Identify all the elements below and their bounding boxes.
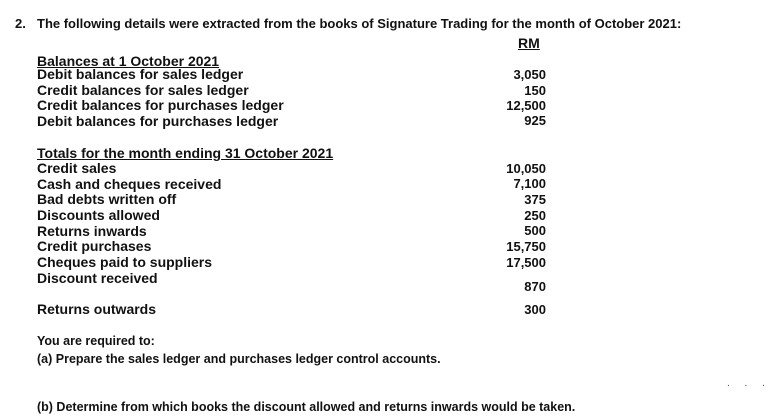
balance-amount: 12,500 bbox=[506, 98, 546, 113]
total-amount: 870 bbox=[524, 279, 546, 294]
total-amount: 375 bbox=[524, 192, 546, 207]
total-amount: 7,100 bbox=[513, 176, 546, 191]
total-amount: 500 bbox=[524, 223, 546, 238]
totals-heading: Totals for the month ending 31 October 2021 bbox=[37, 145, 334, 161]
total-label: Returns outwards bbox=[37, 301, 157, 317]
dots-mark: . . . bbox=[727, 378, 771, 389]
total-label: Cheques paid to suppliers bbox=[37, 254, 213, 270]
balance-label: Debit balances for purchases ledger bbox=[37, 113, 279, 129]
requirement-b: (b) Determine from which books the discount allowed and returns inwards would be taken. bbox=[37, 400, 576, 414]
total-amount: 17,500 bbox=[506, 255, 546, 270]
total-label: Discount received bbox=[37, 270, 158, 286]
balance-amount: 3,050 bbox=[513, 67, 546, 82]
balance-amount: 925 bbox=[524, 113, 546, 128]
balance-label: Debit balances for sales ledger bbox=[37, 66, 244, 82]
total-label: Returns inwards bbox=[37, 223, 147, 239]
requirement-a: (a) Prepare the sales ledger and purchases ledger control accounts. bbox=[37, 352, 441, 366]
balance-label: Credit balances for sales ledger bbox=[37, 82, 249, 98]
total-label: Credit sales bbox=[37, 160, 117, 176]
requirements-intro: You are required to: bbox=[37, 334, 155, 348]
total-amount: 250 bbox=[524, 208, 546, 223]
total-label: Discounts allowed bbox=[37, 207, 160, 223]
total-amount: 10,050 bbox=[506, 161, 546, 176]
balance-label: Credit balances for purchases ledger bbox=[37, 97, 284, 113]
total-amount: 300 bbox=[524, 302, 546, 317]
question-body: The following details were extracted from the books of Signature Trading for the month of October 2021: bbox=[37, 16, 682, 31]
total-amount: 15,750 bbox=[506, 239, 546, 254]
total-label: Cash and cheques received bbox=[37, 176, 222, 192]
question-number: 2. bbox=[15, 16, 26, 31]
balances-heading: Balances at 1 October 2021 bbox=[37, 53, 220, 69]
total-label: Bad debts written off bbox=[37, 191, 177, 207]
total-label: Credit purchases bbox=[37, 238, 152, 254]
currency-header: RM bbox=[518, 35, 540, 51]
balance-amount: 150 bbox=[524, 83, 546, 98]
